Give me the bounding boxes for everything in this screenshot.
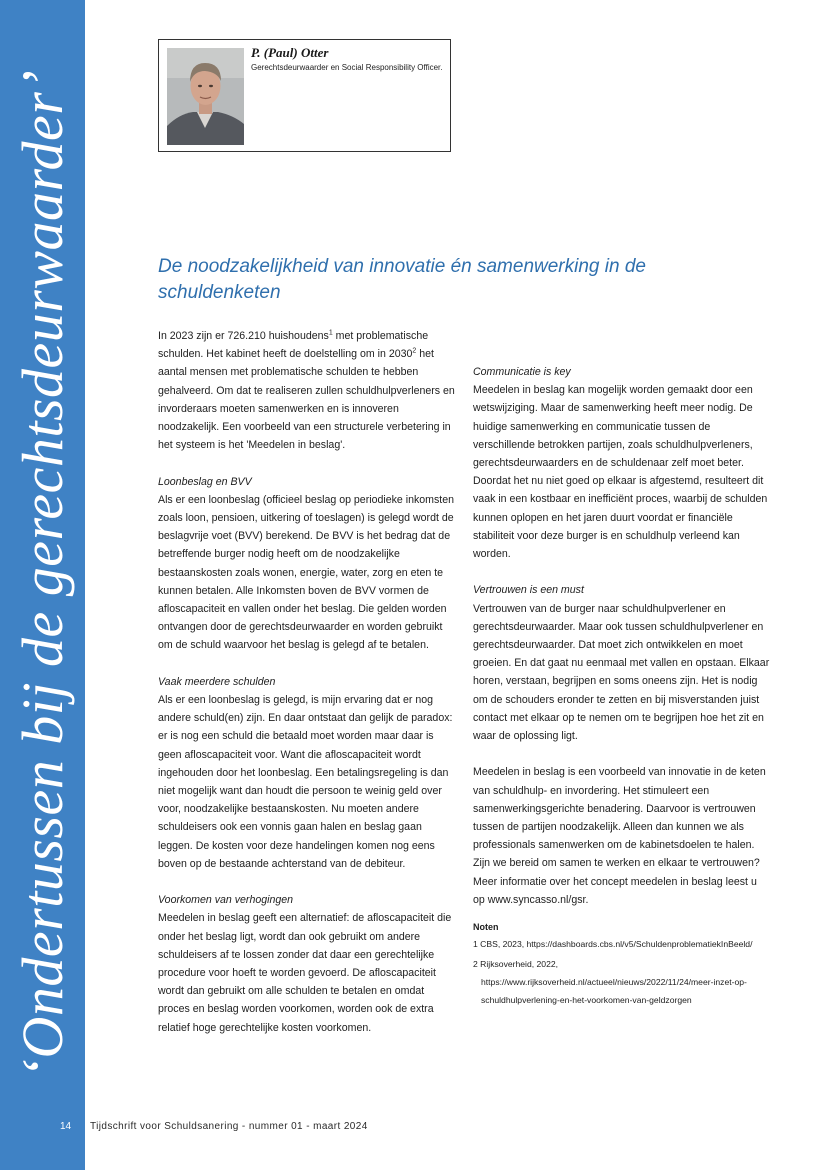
notes-heading: Noten xyxy=(473,922,499,933)
paragraph-conclusie: Meedelen in beslag is een voorbeeld van innovatie in de keten van schuldhulp- en invordering. Het stimuleert een samenwerkingsgerichte benadering. Daarvoor is vertrouwen tussen de partijen noodzakelijk. Alleen dan kunnen we als professionals samenwerken om de kabinetsdoelen te halen. Zijn we bereid om samen te werken en elkaar te vertrouwen? Meer informatie over het concept meedelen in beslag leest u op www.syncasso.nl/gsr. xyxy=(473,766,766,906)
paragraph-communicatie: Meedelen in beslag kan mogelijk worden gemaakt door een wetswijziging. Maar de samenwerking heeft meer nodig. De huidige samenwerking en communicatie tussen de verschillende betrokken partijen, zoals schuldhulpverleners, gerechtsdeurwaarders en de schuldenaar zelf moet beter. Doordat het nu niet goed op elkaar is afgestemd, resulteert dit vaak in een kostbaar en inefficiënt proces, waarbij de schulden kunnen oplopen en het jaren duurt voordat er financiële stabiliteit voor deze burger is en schuldhulp verleend kan worden. xyxy=(473,384,768,561)
paragraph-vertrouwen: Vertrouwen van de burger naar schuldhulpverlener en gerechtsdeurwaarder. Maar ook tussen schuldhulpverlener en gerechtsdeurwaarder. Dat moet zich ontwikkelen en moet groeien. En dat gaat nu eenmaal met vallen en opstaan. Elkaar horen, verstaan, begrijpen en soms oneens zijn. Het is nodig om de schouders eronder te zetten en bij misverstanden juist contact met elkaar op te nemen om te begrijpen hoe het zit en waar de oplossing ligt. xyxy=(473,602,770,743)
paragraph-loonbeslag: Als er een loonbeslag (officieel beslag op periodieke inkomsten zoals loon, pensioen, uitkering of toeslagen) is gelegd wordt de beslagvrije voet (BVV) berekend. De BVV is het bedrag dat de betreffende burger nodig heeft om de noodzakelijke bestaanskosten zoals wonen, energie, water, zorg en eten te kunnen betalen. Alle Inkomsten boven de BVV vormen de afloscapaciteit en vallen onder het beslag. Die gelden worden ontvangen door de gerechtsdeurwaarder en worden gebruikt om de schuld waarvoor het beslag is gelegd af te betalen. xyxy=(158,493,455,652)
page-number: 14 xyxy=(60,1121,72,1132)
intro-paragraph xyxy=(158,327,455,454)
subheading-meerdere-schulden: Vaak meerdere schulden xyxy=(158,675,276,688)
footer-publication: Tijdschrift voor Schuldsanering - nummer 01 - maart 2024 xyxy=(90,1121,368,1132)
footnote-ref-1: 1 xyxy=(328,329,333,337)
paragraph-meerdere-schulden: Als er een loonbeslag is gelegd, is mijn ervaring dat er nog andere schuld(en) zijn. En daar ontstaat dan gelijk de paradox: er is nog een schuld die betaald moet worden maar daar is geen afloscapaciteit voor. Want die afloscapaciteit wordt ingehouden door het loonbeslag. Een betalingsregeling is dan niet mogelijk want dan houdt die persoon te weinig geld over voor, noodzakelijke bestaanskosten. Nu moeten andere schuldeisers ook een vonnis gaan halen en beslag gaan leggen. De kosten voor deze handelingen komen nog eens boven op de bestaande achterstand van de debiteur. xyxy=(158,694,453,870)
author-role: Gerechtsdeurwaarder en Social Responsibility Officer. xyxy=(251,63,443,72)
article-column-right xyxy=(473,327,770,1009)
subheading-verhogingen: Voorkomen van verhogingen xyxy=(158,894,294,907)
author-name: P. (Paul) Otter xyxy=(251,45,329,60)
intro-text-3: het aantal mensen met problematische schulden te hebben gehalveerd. Om dat te realiseren zullen schuldhulpverleners en invorderaars moeten samenwerken en is innoveren noodzakelijk. Een voorbeeld van een structurele verbetering in het systeem is het 'Meedelen in beslag'. xyxy=(158,348,455,452)
article-column-left xyxy=(158,327,455,1037)
footnote-ref-2: 2 xyxy=(412,347,417,355)
author-box xyxy=(158,39,451,152)
footnote-1: 1 CBS, 2023, https://dashboards.cbs.nl/v5/SchuldenproblematiekInBeeld/ xyxy=(473,939,753,950)
sidebar xyxy=(0,0,85,1170)
article-title: De noodzakelijkheid van innovatie én samenwerking in de schuldenketen xyxy=(158,256,646,303)
author-photo xyxy=(167,48,244,145)
subheading-loonbeslag: Loonbeslag en BVV xyxy=(158,475,252,488)
subheading-vertrouwen: Vertrouwen is een must xyxy=(473,584,584,597)
subheading-communicatie: Communicatie is key xyxy=(473,366,571,378)
paragraph-verhogingen: Meedelen in beslag geeft een alternatief: de afloscapaciteit die onder het beslag ligt, wordt dan ook gebruikt om andere schuldeisers af te lossen zonder dat daar een gerechtelijke procedure voor hoeft te worden gevoerd. De afloscapaciteit wordt dan gebruikt om alle schulden te betalen en omdat proces en beslag worden voorkomen, worden ook de extra relatief hoge gerechtelijke kosten voorkomen. xyxy=(158,912,452,1034)
intro-text-1: In 2023 zijn er 726.210 huishoudens xyxy=(158,330,329,342)
column-title: ‘Ondertussen bij de gerechtsdeurwaarder’ xyxy=(10,69,75,1079)
intro-text-2: met problematische schulden. Het kabinet heeft de doelstelling om in 2030 xyxy=(158,330,429,361)
footnote-2: 2 Rijksoverheid, 2022, https://www.rijksoverheid.nl/actueel/nieuws/2022/11/24/meer-inzet-op-schuldhulpverlening-en-het-voorkomen-van-geldzorgen xyxy=(473,959,747,1006)
